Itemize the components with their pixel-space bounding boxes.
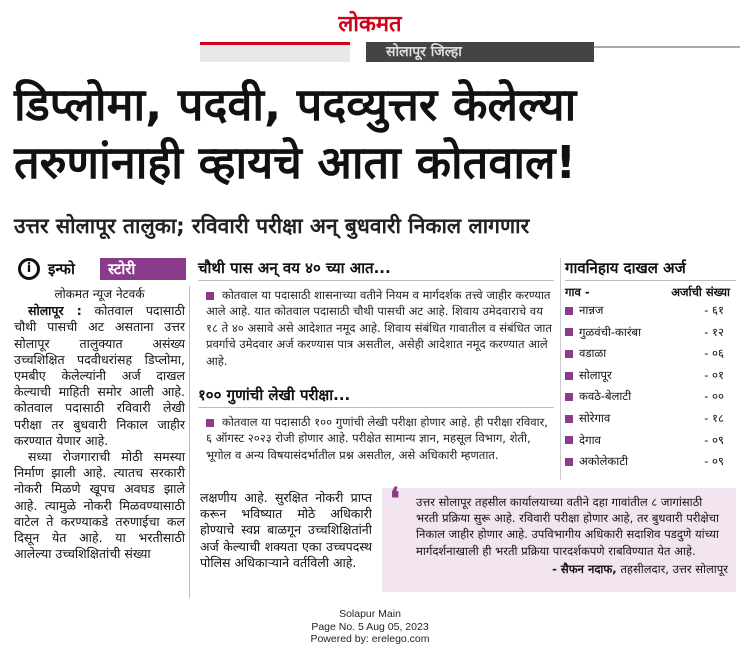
- village-cell: [565, 343, 606, 365]
- headline-line-1: डिप्लोमा, पदवी, पदव्युत्तर केलेल्या: [14, 78, 577, 131]
- headline-line-2: तरुणांनाही व्हायचे आता कोतवाल!: [14, 136, 577, 189]
- village-cell: [565, 365, 612, 387]
- info-icon: i: [18, 258, 40, 280]
- count-cell: - १२: [704, 324, 724, 339]
- quote-author: - सैफन नदाफ,: [552, 561, 617, 576]
- count-cell: - १८: [704, 410, 724, 425]
- bullet-square-icon: [565, 307, 573, 315]
- village-cell: [565, 430, 601, 452]
- count-cell: - ०६: [704, 346, 724, 361]
- section-2-body: [198, 414, 554, 463]
- bullet-square-icon: [206, 419, 214, 427]
- village-name: अकोलेकाटी: [579, 454, 628, 469]
- bullet-square-icon: [565, 328, 573, 336]
- village-cell: [565, 451, 628, 473]
- quote-text: उत्तर सोलापूर तहसील कार्यालयाच्या वतीने दहा गावांतील ८ जागांसाठी भरती प्रक्रिया सुरू आहे. रविवारी परीक्षा होणार आहे, तर बुधवारी परीक्षेचा निकाल जाहीर होणार आहे. उपविभागीय अधिकारी सदाशिव पडदुणे यांच्या मार्गदर्शनाखाली ही भरती प्रक्रिया पारदर्शकपणे राबविण्यात येत आहे.: [416, 495, 719, 558]
- count-cell: - ००: [704, 389, 724, 404]
- header-strip: [200, 42, 350, 62]
- col-village-header: गाव -: [565, 285, 590, 299]
- village-cell: [565, 386, 631, 408]
- village-name: सोलापूर: [579, 367, 612, 382]
- article-continuation: लक्षणीय आहे. सुरक्षित नोकरी प्राप्त करून भविष्यात मोठे अधिकारी होण्याचे स्वप्न बाळगून उच्चशिक्षितांनी अर्ज केल्याची शक्यता एका उच्चपदस्थ पोलिस अधिकाऱ्याने वर्तविली आहे.: [200, 490, 372, 570]
- story-label: स्टोरी: [100, 258, 186, 280]
- section-2-text: कोतवाल या पदासाठी १०० गुणांची लेखी परीक्षा होणार आहे. ही परीक्षा रविवार, ६ ऑगस्ट २०२३ रोजी होणार आहे. परीक्षेत सामान्य ज्ञान, महसूल विभाग, शेती, भूगोल व अन्य विषयासंदर्भातील प्रश्न असतील, असे अधिकारी म्हणतात.: [206, 415, 548, 462]
- bullet-square-icon: [565, 393, 573, 401]
- section-1-text: कोतवाल या पदासाठी शासनाच्या वतीने नियम व मार्गदर्शक तत्त्वे जाहीर करण्यात आले आहे. यात कोतवाल पदासाठी चौथी पासची अट आहे. शिवाय उमेदवाराचे वय १८ ते ४० असावे असे आदेशात नमूद आहे. शिवाय संबंधित गावातील व संबंधित जात प्रवर्गाचे उमेदवार अर्ज करण्यास पात्र असतील, असेही आदेशात नमूद करण्यात आले आहे.: [206, 288, 552, 368]
- footer-powered-by: Powered by: erelego.com: [310, 633, 430, 645]
- article-left-column: [14, 286, 190, 598]
- footer-edition: Solapur Main: [339, 608, 401, 620]
- village-name: गुळवंची-कारंबा: [579, 324, 642, 339]
- quote-mark-icon: ❛: [390, 482, 400, 517]
- village-cell: [565, 300, 603, 322]
- section-1-body: [198, 287, 554, 369]
- dateline: सोलापूर :: [28, 303, 82, 319]
- section-1-title: चौथी पास अन् वय ४० च्या आत...: [198, 258, 554, 281]
- article-paragraph-2: सध्या रोजगाराची मोठी समस्या निर्माण झाली आहे. त्यातच सरकारी नोकरी मिळणे खूपच अवघड झाले आहे. त्यामुळे नोकरी मिळवण्यासाठी वाटेल ते करण्याकडे तरुणाईचा कल दिसून येत आहे. या भरतीसाठी आलेल्या उच्चशिक्षितांची संख्या: [14, 449, 185, 562]
- paragraph-1-text: कोतवाल पदासाठी चौथी पासची अट असताना उत्तर सोलापूर तालुक्यात असंख्य उच्चशिक्षित पदवीधरांसह डिप्लोमा, एमबीए केलेल्यांनी अर्ज दाखल केल्याची माहिती समोर आली आहे. कोतवाल पदासाठी रविवारी लेखी परीक्षा तर बुधवारी निकाल जाहीर करण्यात येणार आहे.: [14, 303, 185, 448]
- bullet-square-icon: [206, 292, 214, 300]
- quote-designation: तहसीलदार, उत्तर सोलापूर: [620, 561, 728, 576]
- footer-page-date: Page No. 5 Aug 05, 2023: [311, 620, 429, 633]
- col-count-header: अर्जाची संख्या: [671, 285, 730, 299]
- village-table-title: गावनिहाय दाखल अर्ज: [565, 258, 736, 281]
- bullet-square-icon: [565, 372, 573, 380]
- bullet-square-icon: [565, 350, 573, 358]
- table-row: [565, 451, 736, 473]
- table-row: [565, 430, 736, 452]
- village-name: सोरेगाव: [579, 410, 611, 425]
- bullet-square-icon: [565, 458, 573, 466]
- official-quote-box: [382, 482, 736, 592]
- edition-header: [0, 42, 740, 64]
- bullet-square-icon: [565, 415, 573, 423]
- village-name: वडाळा: [579, 346, 607, 361]
- headline: [14, 76, 734, 192]
- quote-attribution: [416, 561, 728, 577]
- count-cell: - ०९: [704, 454, 724, 469]
- article-middle-column: [198, 258, 554, 463]
- table-row: [565, 322, 736, 344]
- table-row: [565, 365, 736, 387]
- brand-logo: लोकमत: [338, 11, 402, 37]
- village-name: देगाव: [579, 432, 601, 447]
- byline: लोकमत न्यूज नेटवर्क: [54, 287, 145, 301]
- info-story-badge: [14, 258, 186, 280]
- table-row: [565, 386, 736, 408]
- section-2-title: १०० गुणांची लेखी परीक्षा...: [198, 385, 554, 408]
- info-label: इन्फो: [48, 260, 75, 278]
- count-cell: - ०१: [704, 367, 724, 382]
- table-row: [565, 300, 736, 322]
- count-cell: - ६१: [704, 303, 724, 317]
- village-cell: [565, 408, 610, 430]
- village-name: कवठे-बेलाटी: [579, 389, 632, 404]
- village-table-header: [565, 285, 736, 300]
- article-paragraph-1: [14, 303, 185, 449]
- table-row: [565, 408, 736, 430]
- village-name: नान्नज: [579, 303, 604, 317]
- count-cell: - ०९: [704, 432, 724, 447]
- table-row: [565, 343, 736, 365]
- header-rule: [594, 46, 740, 48]
- edition-strip: सोलापूर जिल्हा: [366, 42, 594, 62]
- village-applications-table: [560, 258, 736, 480]
- page-footer: [0, 608, 740, 646]
- bullet-square-icon: [565, 436, 573, 444]
- village-cell: [565, 322, 641, 344]
- subheadline: उत्तर सोलापूर तालुका; रविवारी परीक्षा अन् बुधवारी निकाल लागणार: [14, 214, 530, 238]
